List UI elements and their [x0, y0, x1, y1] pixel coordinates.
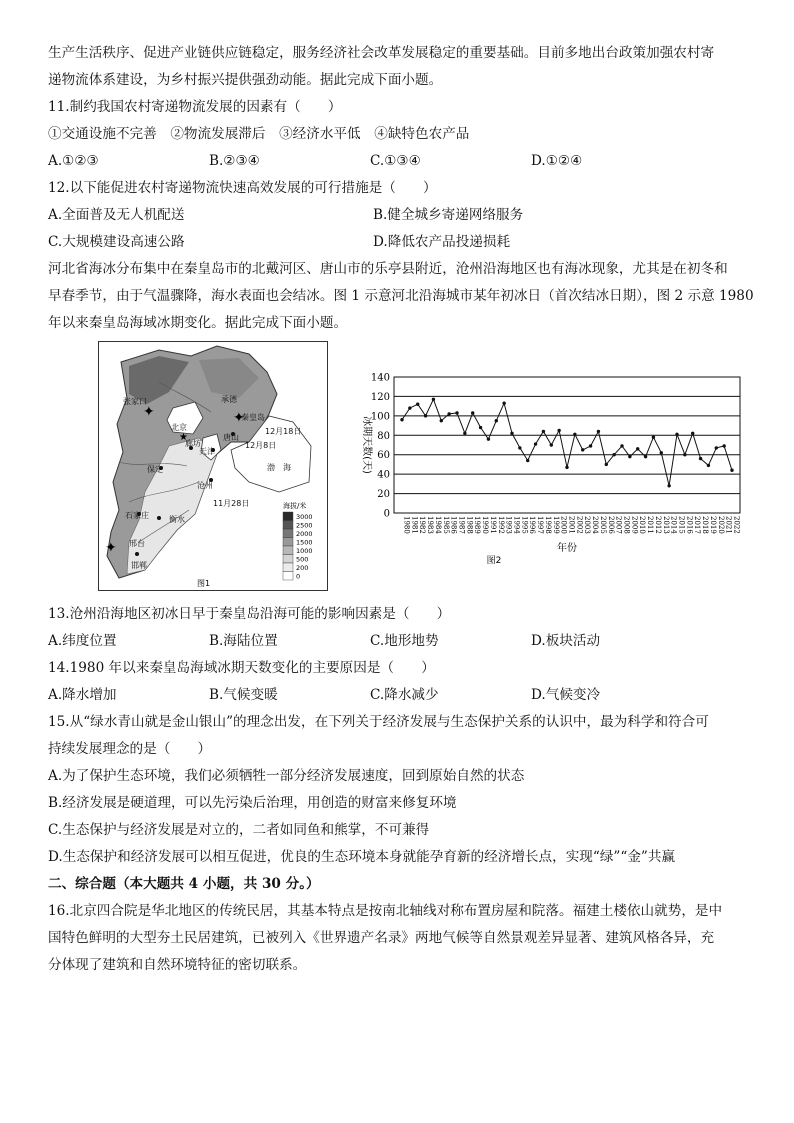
- legend-label: 0: [296, 572, 301, 581]
- exam-page: [48, 40, 758, 979]
- data-point: [487, 437, 490, 440]
- data-point: [463, 432, 466, 435]
- data-point: [667, 484, 670, 487]
- data-point: [699, 457, 702, 460]
- option-d: D.生态保护和经济发展可以相互促进，优良的生态环境本身就能孕育新的经济增长点，实现“绿”“金”共赢: [48, 849, 676, 865]
- intro-line-2: 递物流体系建设，为乡村振兴提供强劲动能。据此完成下面小题。: [48, 72, 443, 88]
- question-16-line-1: 16.北京四合院是华北地区的传统民居，其基本特点是按南北轴线对称布置房屋和院落。福建土楼依山就势，是中: [48, 903, 723, 919]
- data-point: [636, 447, 639, 450]
- data-point: [691, 432, 694, 435]
- option-c: C.降水减少: [370, 687, 439, 703]
- map-label: 唐山: [223, 433, 239, 442]
- map-label: 12月18日: [265, 427, 302, 436]
- hebei-map-figure: [98, 341, 328, 591]
- option-a: A.为了保护生态环境，我们必须牺牲一部分经济发展速度，回到原始自然的状态: [48, 768, 525, 784]
- data-point: [628, 455, 631, 458]
- figures-row: [48, 341, 758, 599]
- data-point: [612, 453, 615, 456]
- x-tick-label: 1992: [496, 516, 505, 534]
- x-tick-label: 1998: [543, 516, 552, 534]
- x-tick-label: 2008: [622, 516, 631, 534]
- data-point: [400, 418, 403, 421]
- passage-2-line-3: 年以来秦皇岛海域冰期变化。据此完成下面小题。: [48, 315, 348, 331]
- question-14-options: [48, 682, 758, 709]
- data-point: [707, 464, 710, 467]
- option-c: C.大规模建设高速公路: [48, 234, 185, 250]
- data-point: [557, 429, 560, 432]
- question-11-items: ①交通设施不完善 ②物流发展滞后 ③经济水平低 ④缺特色农产品: [48, 126, 470, 142]
- section-heading: 二、综合题（本大题共 4 小题，共 30 分。）: [48, 876, 320, 892]
- option-b: B.气候变暖: [209, 687, 278, 703]
- star-marker-icon: ✦: [233, 410, 245, 426]
- option-d: D.气候变冷: [531, 687, 601, 703]
- data-point: [440, 419, 443, 422]
- intro-line-1: 生产生活秩序、促进产业链供应链稳定，服务经济社会改革发展稳定的重要基础。目前多地出台政策加强农村寄: [48, 45, 715, 61]
- data-point: [644, 455, 647, 458]
- data-point: [722, 444, 725, 447]
- map-label: 张家口: [123, 397, 147, 406]
- map-label: 天津: [199, 447, 215, 456]
- star-marker-icon: ✦: [105, 540, 117, 556]
- option-a: A.纬度位置: [48, 633, 117, 649]
- x-tick-label: 1997: [536, 516, 545, 534]
- x-tick-label: 2000: [559, 516, 568, 534]
- data-point: [730, 469, 733, 472]
- map-label: 承德: [221, 395, 237, 404]
- x-tick-label: 2001: [567, 516, 576, 534]
- x-tick-label: 2021: [724, 516, 733, 534]
- legend-swatch: [283, 555, 293, 564]
- y-axis-label: 冰期天数(天): [361, 416, 372, 474]
- x-tick-label: 2006: [606, 516, 615, 534]
- data-point: [455, 411, 458, 414]
- question-11-stem: 11.制约我国农村寄递物流发展的因素有（ ）: [48, 99, 342, 115]
- legend-label: 1000: [296, 547, 313, 555]
- capital-star-icon: ★: [179, 432, 188, 443]
- x-tick-label: 2020: [716, 516, 725, 534]
- figure-1-caption: 图1: [197, 579, 211, 588]
- map-label: 邯郸: [131, 561, 147, 570]
- passage-2-line-2: 早春季节，由于气温骤降，海水表面也会结冰。图 1 示意河北沿海城市某年初冰日（首次结冰日期），图 2 示意 1980: [48, 288, 754, 304]
- data-point: [502, 402, 505, 405]
- y-tick-label: 100: [370, 411, 390, 423]
- data-point: [510, 432, 513, 435]
- question-15-stem-2: 持续发展理念的是（ ）: [48, 741, 212, 757]
- x-tick-label: 1991: [488, 516, 497, 534]
- legend-title: 海拔/米: [283, 502, 307, 510]
- option-b: B.海陆位置: [209, 633, 278, 649]
- x-tick-label: 2019: [708, 516, 717, 534]
- data-point: [597, 430, 600, 433]
- ice-period-chart: [316, 371, 746, 566]
- x-tick-label: 2009: [630, 516, 639, 534]
- data-point: [408, 406, 411, 409]
- data-point: [447, 412, 450, 415]
- elevation-legend: [283, 512, 313, 581]
- x-tick-label: 1988: [465, 516, 474, 534]
- data-point: [550, 443, 553, 446]
- x-tick-label: 1981: [410, 516, 419, 534]
- x-tick-label: 1989: [473, 516, 482, 534]
- x-tick-label: 2012: [653, 516, 662, 534]
- map-svg: [99, 342, 327, 590]
- question-16-line-2: 国特色鲜明的大型夯土民居建筑，已被列入《世界遗产名录》两地气候等自然景观差异显著、建筑风格各异，充: [48, 930, 715, 946]
- x-tick-label: 1986: [449, 516, 458, 534]
- x-tick-label: 2011: [646, 516, 655, 534]
- star-marker-icon: ✦: [143, 404, 155, 420]
- question-16-line-3: 分体现了建筑和自然环境特征的密切联系。: [48, 957, 307, 973]
- data-point: [715, 446, 718, 449]
- x-tick-label: 1982: [418, 516, 427, 534]
- data-point: [652, 436, 655, 439]
- y-tick-label: 20: [377, 489, 390, 501]
- data-point: [620, 444, 623, 447]
- data-point: [565, 466, 568, 469]
- legend-swatch: [283, 538, 293, 547]
- y-tick-label: 80: [377, 430, 390, 442]
- question-15-stem-1: 15.从“绿水青山就是金山银山”的理念出发，在下列关于经济发展与生态保护关系的认识中，最为科学和符合可: [48, 714, 709, 730]
- map-label: 邢台: [129, 539, 145, 548]
- x-tick-label: 1993: [504, 516, 513, 534]
- option-c: C.①③④: [370, 153, 421, 169]
- data-point: [675, 433, 678, 436]
- x-tick-label: 2022: [732, 516, 741, 534]
- question-14-stem: 14.1980 年以来秦皇岛海域冰期天数变化的主要原因是（ ）: [48, 660, 435, 676]
- option-a: A.降水增加: [48, 687, 117, 703]
- x-tick-label: 1984: [433, 516, 442, 534]
- question-13-options: [48, 628, 758, 655]
- data-point: [479, 426, 482, 429]
- map-label: 衡水: [169, 515, 185, 524]
- data-point: [526, 459, 529, 462]
- x-tick-label: 1995: [520, 516, 529, 534]
- data-point: [589, 444, 592, 447]
- passage-2-line-1: 河北省海冰分布集中在秦皇岛市的北戴河区、唐山市的乐亭县附近，沧州沿海地区也有海冰现象，尤其是在初冬和: [48, 261, 728, 277]
- y-tick-label: 140: [370, 372, 390, 384]
- data-point: [605, 463, 608, 466]
- legend-label: 2000: [296, 530, 313, 538]
- legend-swatch: [283, 521, 293, 530]
- map-label: 保定: [147, 465, 163, 474]
- option-c: C.地形地势: [370, 633, 439, 649]
- x-tick-label: 2014: [669, 516, 678, 534]
- legend-swatch: [283, 563, 293, 572]
- x-tick-label: 1994: [512, 516, 521, 534]
- question-12-options-row-1: [48, 202, 758, 229]
- option-a: A.全面普及无人机配送: [48, 207, 185, 223]
- data-point: [495, 419, 498, 422]
- data-point: [581, 448, 584, 451]
- data-point: [518, 446, 521, 449]
- data-point: [573, 433, 576, 436]
- question-13-stem: 13.沧州沿海地区初冰日早于秦皇岛沿海可能的影响因素是（ ）: [48, 606, 451, 622]
- x-tick-label: 1996: [528, 516, 537, 534]
- x-tick-label: 1987: [457, 516, 466, 534]
- x-tick-label: 2013: [661, 516, 670, 534]
- question-12-options-row-2: [48, 229, 758, 256]
- data-point: [471, 411, 474, 414]
- data-point: [683, 453, 686, 456]
- figure-2-caption: 图2: [486, 556, 502, 566]
- x-tick-label: 2007: [614, 516, 623, 534]
- x-tick-label: 2005: [598, 516, 607, 534]
- option-a: A.①②③: [48, 153, 99, 169]
- legend-label: 1500: [296, 538, 313, 547]
- option-d: D.①②④: [531, 153, 583, 169]
- question-11-options: [48, 148, 758, 175]
- x-tick-label: 2004: [591, 516, 600, 534]
- data-point: [432, 398, 435, 401]
- x-axis-label: 年份: [557, 543, 577, 554]
- legend-swatch: [283, 512, 293, 521]
- option-b: B.健全城乡寄递网络服务: [373, 207, 524, 223]
- map-label: 11月28日: [213, 499, 250, 508]
- map-label: 石家庄: [125, 511, 149, 520]
- x-tick-label: 1990: [481, 516, 490, 534]
- x-tick-label: 2016: [685, 516, 694, 534]
- legend-swatch: [283, 572, 293, 581]
- x-tick-label: 2015: [677, 516, 686, 534]
- chart-svg: [316, 371, 746, 599]
- x-tick-label: 2010: [638, 516, 647, 534]
- x-tick-label: 1985: [441, 516, 450, 534]
- option-b: B.经济发展是硬道理，可以先污染后治理，用创造的财富来修复环境: [48, 795, 457, 811]
- option-c: C.生态保护与经济发展是对立的，二者如同鱼和熊掌，不可兼得: [48, 822, 430, 838]
- x-tick-label: 1999: [551, 516, 560, 534]
- x-tick-label: 2003: [583, 516, 592, 534]
- x-tick-label: 1983: [426, 516, 435, 534]
- option-b: B.②③④: [209, 153, 260, 169]
- data-point: [534, 442, 537, 445]
- y-tick-label: 40: [377, 469, 390, 481]
- map-label: 12月8日: [245, 441, 277, 450]
- map-label: 秦皇岛: [241, 413, 265, 422]
- legend-swatch: [283, 546, 293, 555]
- x-tick-label: 1980: [402, 516, 411, 534]
- data-point: [660, 451, 663, 454]
- option-d: D.板块活动: [531, 633, 601, 649]
- data-point: [416, 403, 419, 406]
- data-point: [542, 430, 545, 433]
- option-d: D.降低农产品投递损耗: [373, 234, 511, 250]
- legend-label: 2500: [296, 521, 313, 530]
- x-tick-label: 2018: [701, 516, 710, 534]
- map-label: 北京: [171, 423, 187, 432]
- map-label: 沧州: [197, 481, 213, 490]
- legend-label: 200: [296, 564, 309, 572]
- legend-label: 3000: [296, 513, 313, 521]
- y-tick-label: 60: [377, 450, 390, 462]
- y-tick-label: 0: [383, 508, 390, 520]
- y-tick-label: 120: [370, 391, 390, 403]
- map-label: 渤 海: [267, 463, 291, 472]
- map-label: 廊坊: [185, 439, 201, 448]
- legend-label: 500: [296, 555, 309, 564]
- x-tick-label: 2017: [693, 516, 702, 534]
- x-tick-label: 2002: [575, 516, 584, 534]
- question-12-stem: 12.以下能促进农村寄递物流快速高效发展的可行措施是（ ）: [48, 180, 437, 196]
- legend-swatch: [283, 529, 293, 538]
- data-point: [424, 414, 427, 417]
- series-line: [402, 399, 732, 486]
